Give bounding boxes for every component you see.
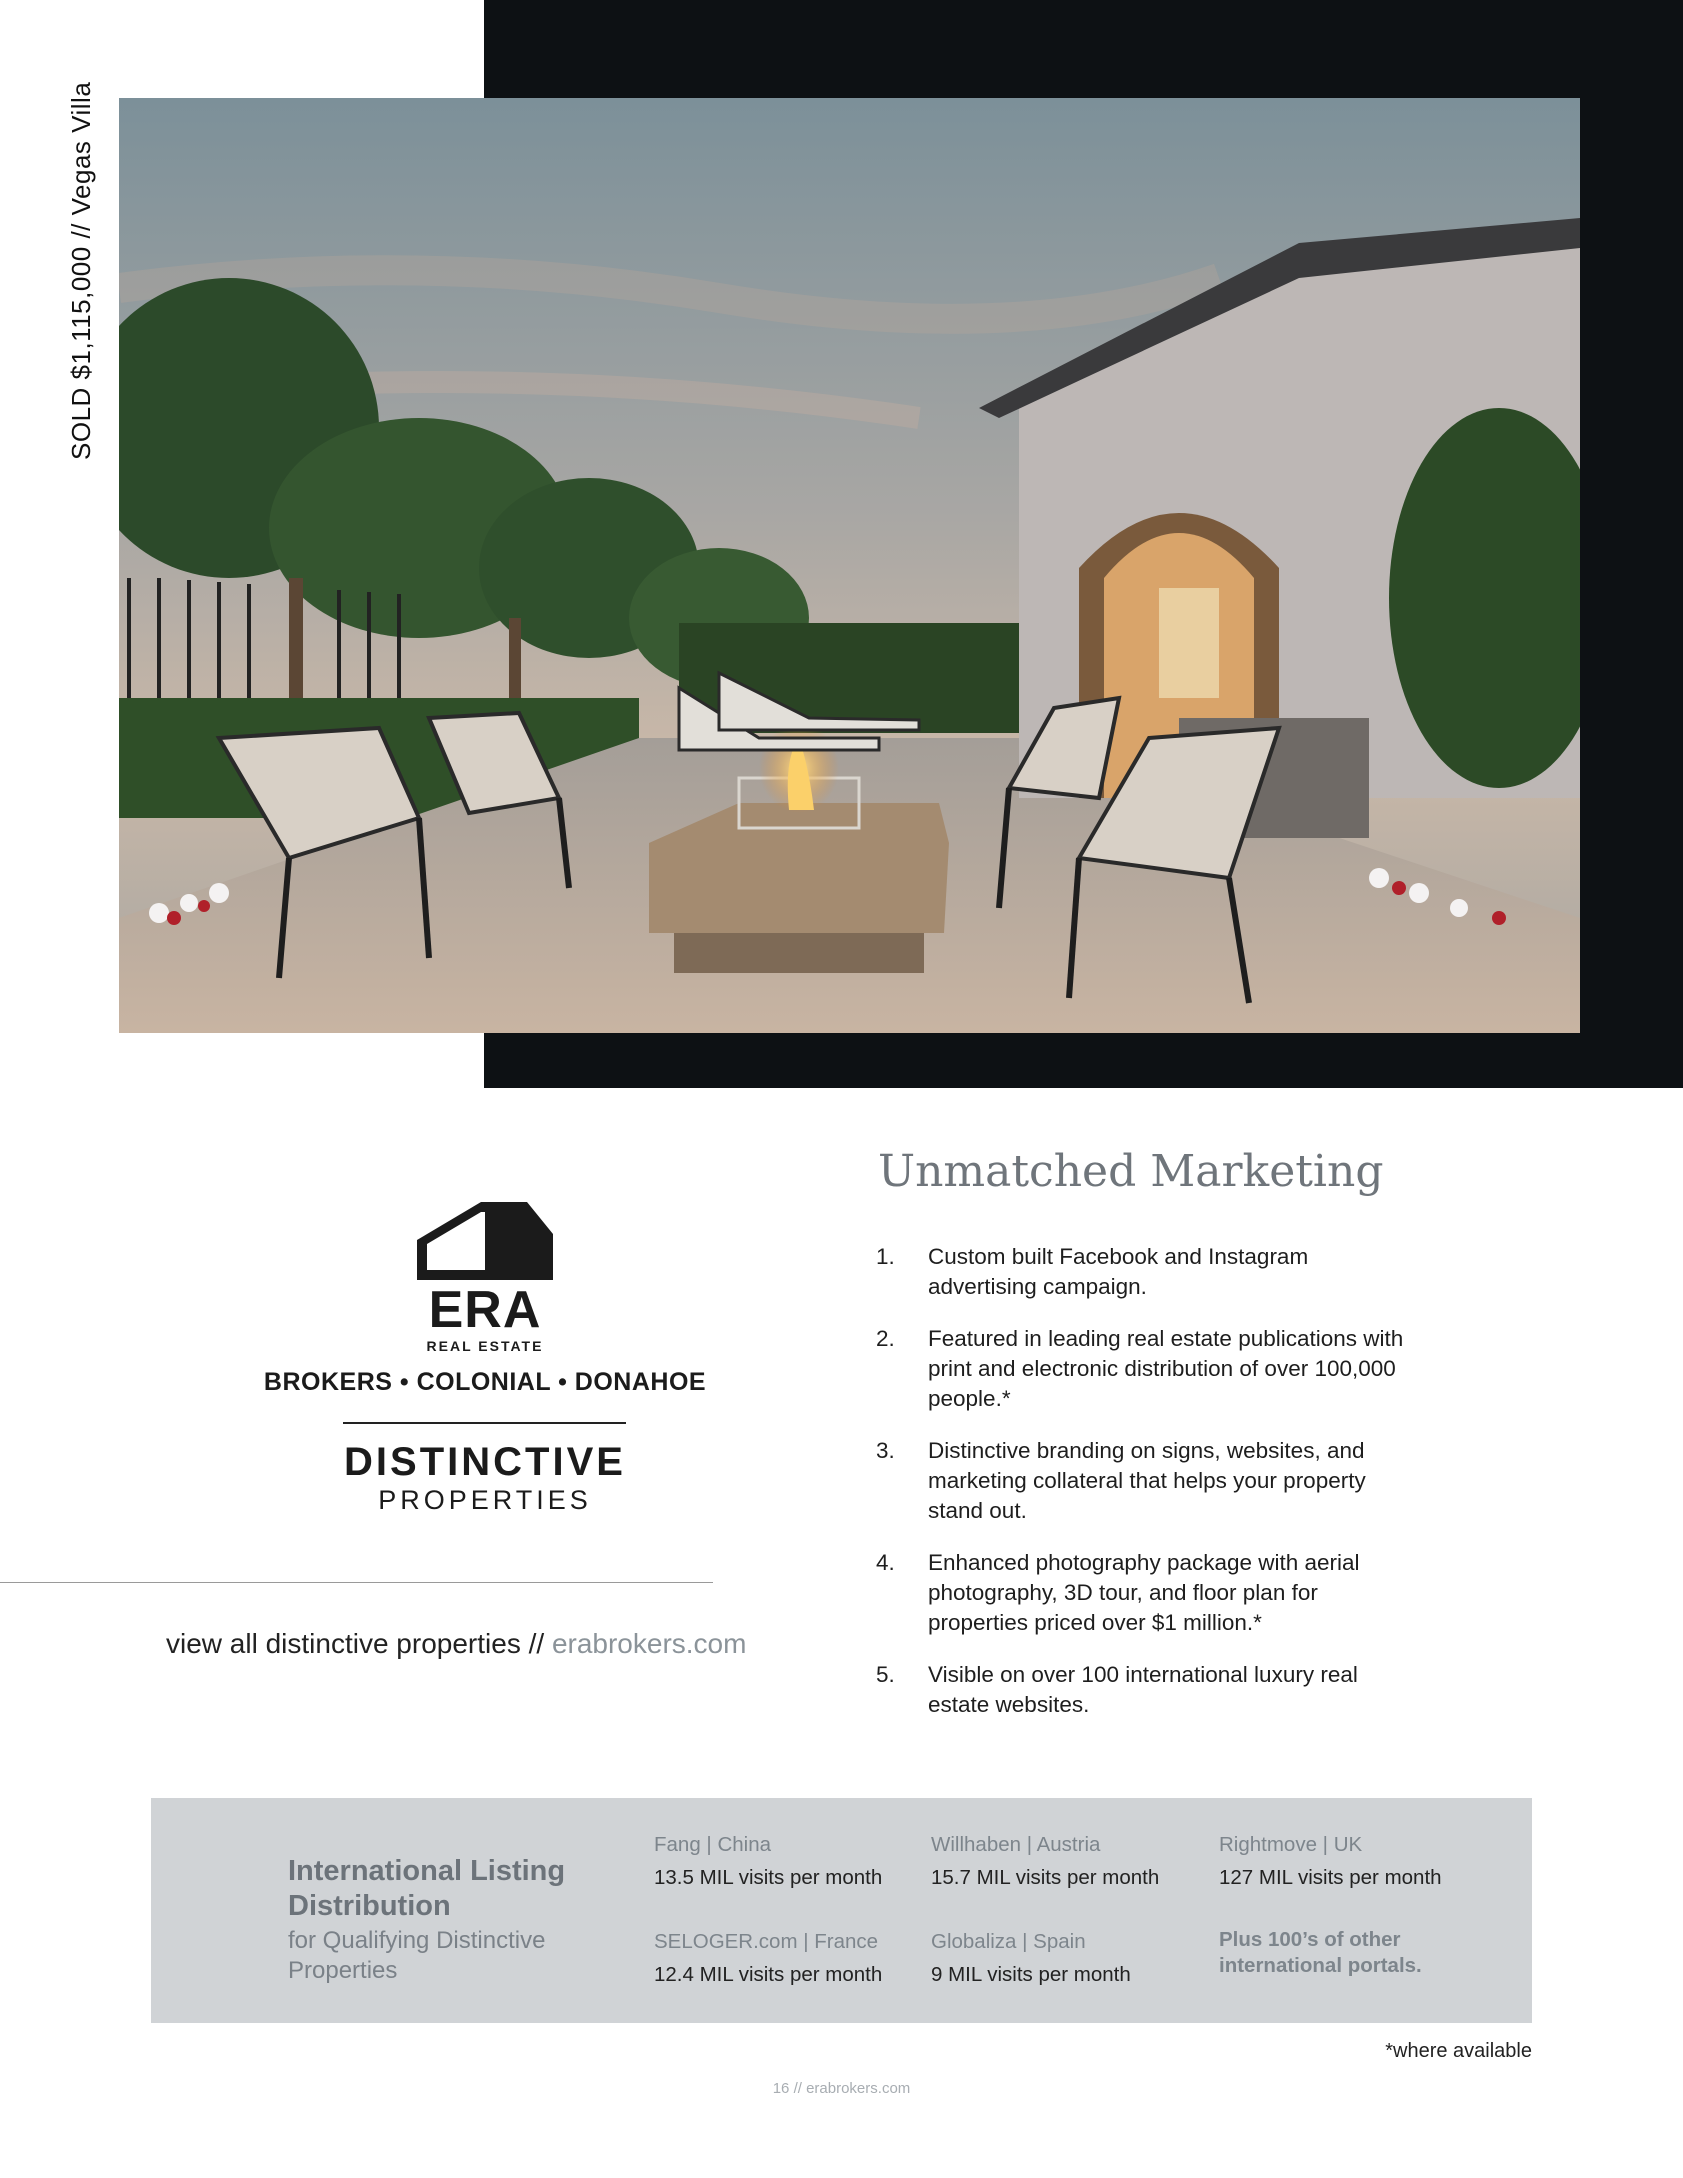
portal-stat: 127 MIL visits per month [1219,1866,1442,1889]
portal-stat: 12.4 MIL visits per month [654,1963,883,1986]
portal-item [654,1925,882,1991]
distribution-title: International Listing Distribution [288,1855,566,1922]
left-divider [0,1582,713,1583]
list-item: 4. Enhanced photography package with aerial photography, 3D tour, and floor plan for properties priced over $1 million.* [876,1550,1360,1635]
era-wordmark: ERA [428,1281,542,1339]
distribution-subtitle: for Qualifying Distinctive Properties [288,1927,546,1984]
portal-stat: 13.5 MIL visits per month [654,1866,883,1889]
logo-divider [343,1422,626,1424]
portal-item [654,1828,882,1894]
marketing-list [876,1242,1416,1742]
page-footer: 16 // erabrokers.com [772,2080,911,2097]
portal-name: Willhaben | Austria [931,1833,1101,1856]
distribution-panel [151,1798,1532,2023]
properties-heading: PROPERTIES [378,1485,592,1515]
era-real-estate: REAL ESTATE [426,1338,544,1354]
portal-name: Globaliza | Spain [931,1930,1086,1953]
distinctive-heading: DISTINCTIVE [344,1440,626,1484]
portal-item [1219,1828,1442,1894]
portal-name: Rightmove | UK [1219,1833,1363,1856]
portal-stat: 15.7 MIL visits per month [931,1866,1160,1889]
list-item: 5. Visible on over 100 international luxury real estate websites. [876,1662,1358,1717]
list-item: 3. Distinctive branding on signs, websites, and marketing collateral that helps your property stand out. [876,1438,1366,1523]
hero-photo [119,98,1580,1033]
list-item: 1. Custom built Facebook and Instagram advertising campaign. [876,1244,1309,1299]
plus-portals-note: Plus 100’s of other international portals. [1219,1928,1422,1977]
patio-fire-pit-image [119,98,1580,1033]
portal-item [931,1925,1131,1991]
view-all-line [166,1628,746,1660]
portal-name: Fang | China [654,1833,772,1856]
view-all-text: view all distinctive properties // [166,1628,552,1659]
sold-caption: SOLD $1,115,000 // Vegas Villa [66,81,96,460]
era-house-icon [415,1200,555,1282]
portal-name: SELOGER.com | France [654,1930,879,1953]
list-item: 2. Featured in leading real estate publications with print and electronic distribution of over 100,000 people.* [876,1326,1404,1411]
website-link[interactable]: erabrokers.com [551,1628,747,1659]
brokers-line: BROKERS • COLONIAL • DONAHOE [263,1368,707,1396]
portal-item [931,1828,1159,1894]
footnote: *where available [1385,2040,1532,2062]
section-title: Unmatched Marketing [878,1146,1384,1197]
portal-stat: 9 MIL visits per month [931,1963,1131,1986]
